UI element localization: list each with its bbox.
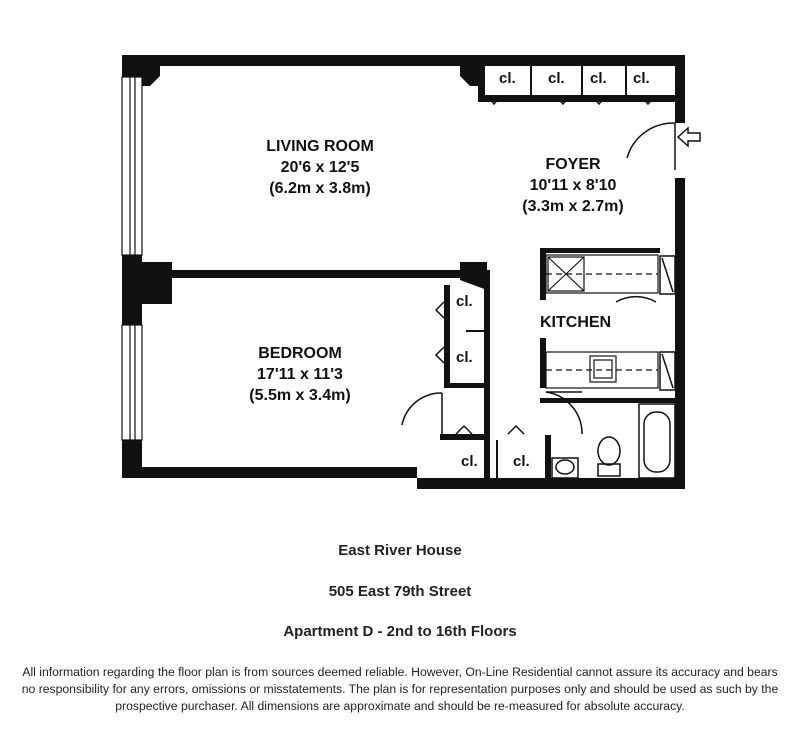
toilet-icon: [598, 437, 620, 476]
living-room-dims-ft: 20'6 x 12'5: [280, 159, 360, 176]
closet-label: cl.: [548, 70, 565, 87]
sink-icon: [552, 458, 578, 478]
foyer-dims-m: (3.3m x 2.7m): [522, 198, 624, 215]
living-room-name: LIVING ROOM: [266, 138, 374, 155]
closet-label: cl.: [461, 453, 478, 470]
foyer-dims-ft: 10'11 x 8'10: [529, 177, 617, 194]
closet-label: cl.: [633, 70, 650, 87]
bedroom-dims-ft: 17'11 x 11'3: [257, 366, 343, 383]
foyer-label: [488, 154, 658, 217]
kitchen-name: KITCHEN: [540, 314, 612, 331]
entry-arrow-icon: [678, 128, 700, 146]
bedroom-dims-m: (5.5m x 3.4m): [249, 387, 351, 404]
closet-label: cl.: [456, 293, 473, 310]
living-room-label: [230, 136, 410, 199]
closet-label: cl.: [499, 70, 516, 87]
disclaimer-text: All information regarding the floor plan is from sources deemed reliable. However, On-Line Residential cannot assure its accuracy and bears no responsibility for any errors, omissions or misstatements. The plan is for representation purposes only and should be used as such by the prospective purchaser. All dimensions are approximate and should be re-measured for absolute accuracy.: [21, 665, 779, 713]
foyer-name: FOYER: [545, 156, 601, 173]
living-room-dims-m: (6.2m x 3.8m): [269, 180, 371, 197]
building-address: 505 East 79th Street: [328, 583, 472, 600]
apartment-line: Apartment D - 2nd to 16th Floors: [283, 623, 517, 640]
kitchen-appliances: [660, 256, 675, 390]
bathtub-icon: [639, 404, 675, 478]
bedroom-label: [210, 343, 390, 406]
kitchen-label: [540, 312, 620, 333]
closet-label: cl.: [456, 349, 473, 366]
closet-label: cl.: [513, 453, 530, 470]
interior-walls: [142, 66, 675, 480]
closet-label: cl.: [590, 70, 607, 87]
bedroom-name: BEDROOM: [258, 345, 342, 362]
building-name: East River House: [338, 542, 462, 559]
